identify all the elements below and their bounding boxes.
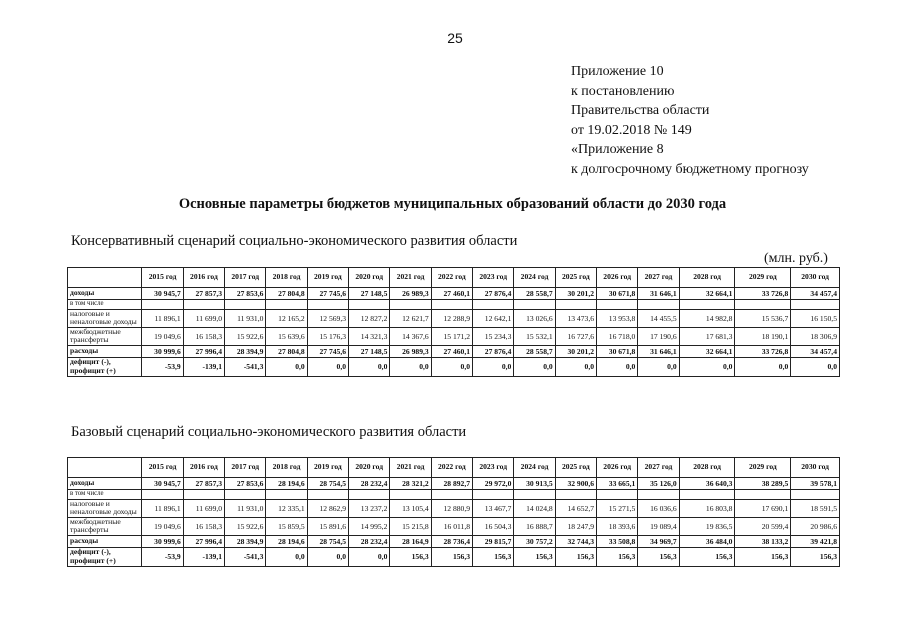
table-cell bbox=[555, 490, 596, 500]
table-cell: 0,0 bbox=[266, 547, 307, 566]
table-cell: 16 158,3 bbox=[183, 327, 224, 345]
table-cell bbox=[597, 300, 638, 310]
column-header: 2027 год bbox=[638, 268, 679, 288]
table-cell: 28 194,6 bbox=[266, 535, 307, 547]
table-cell bbox=[514, 300, 555, 310]
table-cell: 14 024,8 bbox=[514, 499, 555, 517]
table-cell: 13 953,8 bbox=[597, 309, 638, 327]
table-cell: 35 126,0 bbox=[638, 478, 679, 490]
table-cell bbox=[225, 490, 266, 500]
table-cell: 0,0 bbox=[638, 357, 679, 376]
row-label: налоговые и неналоговые доходы bbox=[68, 499, 142, 517]
table-cell bbox=[679, 300, 735, 310]
table-cell: 16 718,0 bbox=[597, 327, 638, 345]
table-cell: 0,0 bbox=[555, 357, 596, 376]
table-cell: 11 896,1 bbox=[142, 309, 183, 327]
table-cell: 156,3 bbox=[555, 547, 596, 566]
table-cell: 15 171,2 bbox=[431, 327, 472, 345]
header-corner bbox=[68, 268, 142, 288]
table-row bbox=[68, 345, 840, 357]
column-header: 2018 год bbox=[266, 458, 307, 478]
table-cell bbox=[735, 490, 791, 500]
column-header: 2021 год bbox=[390, 458, 431, 478]
column-header: 2029 год bbox=[735, 268, 791, 288]
table-cell: 13 473,6 bbox=[555, 309, 596, 327]
table-cell: 11 931,0 bbox=[225, 499, 266, 517]
table-cell: 0,0 bbox=[266, 357, 307, 376]
column-header: 2028 год bbox=[679, 268, 735, 288]
table-cell: 38 289,5 bbox=[735, 478, 791, 490]
table-cell: 27 148,5 bbox=[349, 345, 390, 357]
row-label: дефицит (-), профицит (+) bbox=[68, 357, 142, 376]
table-cell: 36 640,3 bbox=[679, 478, 735, 490]
table-cell: 16 803,8 bbox=[679, 499, 735, 517]
column-header: 2023 год bbox=[473, 268, 514, 288]
table-cell: 15 922,6 bbox=[225, 327, 266, 345]
table-cell: 26 989,3 bbox=[390, 345, 431, 357]
table-cell bbox=[349, 490, 390, 500]
table-cell: 16 036,6 bbox=[638, 499, 679, 517]
table-cell bbox=[142, 300, 183, 310]
table-cell: 29 815,7 bbox=[473, 535, 514, 547]
table-cell bbox=[597, 490, 638, 500]
table-cell: 19 836,5 bbox=[679, 517, 735, 535]
table-cell: -53,9 bbox=[142, 357, 183, 376]
table-cell: 31 646,1 bbox=[638, 345, 679, 357]
table-cell: 27 148,5 bbox=[349, 288, 390, 300]
table-cell: 27 745,6 bbox=[307, 345, 348, 357]
row-label: в том числе bbox=[68, 300, 142, 310]
conservative-table bbox=[67, 267, 840, 377]
table-cell: 15 215,8 bbox=[390, 517, 431, 535]
table-cell: 28 892,7 bbox=[431, 478, 472, 490]
column-header: 2020 год bbox=[349, 458, 390, 478]
table-cell: 0,0 bbox=[431, 357, 472, 376]
table-cell: 14 455,5 bbox=[638, 309, 679, 327]
table-cell: 14 367,6 bbox=[390, 327, 431, 345]
column-header: 2015 год bbox=[142, 268, 183, 288]
column-header: 2019 год bbox=[307, 268, 348, 288]
table-cell: 18 306,9 bbox=[791, 327, 840, 345]
table-cell: 33 726,8 bbox=[735, 288, 791, 300]
appendix-line: «Приложение 8 bbox=[571, 142, 664, 157]
table-cell: 14 321,3 bbox=[349, 327, 390, 345]
table-cell: 0,0 bbox=[307, 547, 348, 566]
column-header: 2024 год bbox=[514, 268, 555, 288]
table-cell: 14 652,7 bbox=[555, 499, 596, 517]
table-cell: 15 639,6 bbox=[266, 327, 307, 345]
table-cell bbox=[431, 300, 472, 310]
table-cell bbox=[473, 300, 514, 310]
row-label: расходы bbox=[68, 345, 142, 357]
table-cell: 156,3 bbox=[735, 547, 791, 566]
table-cell bbox=[514, 490, 555, 500]
table-cell bbox=[307, 300, 348, 310]
table-cell: 28 754,5 bbox=[307, 535, 348, 547]
base-scenario-heading: Базовый сценарий социально-экономического развития области bbox=[71, 424, 467, 440]
row-label: доходы bbox=[68, 478, 142, 490]
base-table bbox=[67, 457, 840, 567]
table-cell: 156,3 bbox=[473, 547, 514, 566]
table-cell bbox=[638, 490, 679, 500]
table-cell: 156,3 bbox=[791, 547, 840, 566]
row-label: дефицит (-), профицит (+) bbox=[68, 547, 142, 566]
table-cell: 15 234,3 bbox=[473, 327, 514, 345]
appendix-line: Правительства области bbox=[571, 103, 710, 118]
table-cell: 27 876,4 bbox=[473, 288, 514, 300]
page-number: 25 bbox=[447, 30, 463, 46]
table-cell: 16 011,8 bbox=[431, 517, 472, 535]
table-cell: 27 876,4 bbox=[473, 345, 514, 357]
row-label: доходы bbox=[68, 288, 142, 300]
table-cell: 0,0 bbox=[307, 357, 348, 376]
table-cell: -53,9 bbox=[142, 547, 183, 566]
column-header: 2021 год bbox=[390, 268, 431, 288]
table-cell bbox=[791, 490, 840, 500]
table-cell: 15 176,3 bbox=[307, 327, 348, 345]
table-cell: 18 190,1 bbox=[735, 327, 791, 345]
table-cell: 15 922,6 bbox=[225, 517, 266, 535]
table-cell: 12 288,9 bbox=[431, 309, 472, 327]
table-cell: 12 880,9 bbox=[431, 499, 472, 517]
table-cell: 19 049,6 bbox=[142, 327, 183, 345]
appendix-block bbox=[571, 62, 809, 179]
table-cell: 30 913,5 bbox=[514, 478, 555, 490]
table-cell: 0,0 bbox=[597, 357, 638, 376]
column-header: 2023 год bbox=[473, 458, 514, 478]
table-cell: 156,3 bbox=[597, 547, 638, 566]
table-cell: 15 271,5 bbox=[597, 499, 638, 517]
table-cell: 27 996,4 bbox=[183, 535, 224, 547]
table-cell: 0,0 bbox=[390, 357, 431, 376]
table-cell: 14 995,2 bbox=[349, 517, 390, 535]
table-cell: 0,0 bbox=[791, 357, 840, 376]
column-header: 2016 год bbox=[183, 268, 224, 288]
table-row bbox=[68, 478, 840, 490]
column-header: 2017 год bbox=[225, 458, 266, 478]
column-header: 2016 год bbox=[183, 458, 224, 478]
column-header: 2022 год bbox=[431, 268, 472, 288]
appendix-line: к долгосрочному бюджетному прогнозу bbox=[571, 161, 809, 177]
table-cell: 15 859,5 bbox=[266, 517, 307, 535]
table-cell: 16 150,5 bbox=[791, 309, 840, 327]
table-cell: 26 989,3 bbox=[390, 288, 431, 300]
table-cell: 32 900,6 bbox=[555, 478, 596, 490]
row-label: в том числе bbox=[68, 490, 142, 500]
table-cell bbox=[142, 490, 183, 500]
table-cell: 32 664,1 bbox=[679, 345, 735, 357]
table-cell: 27 996,4 bbox=[183, 345, 224, 357]
column-header: 2020 год bbox=[349, 268, 390, 288]
header-corner bbox=[68, 458, 142, 478]
table-cell: 39 578,1 bbox=[791, 478, 840, 490]
table-cell: 28 558,7 bbox=[514, 345, 555, 357]
table-cell: 39 421,8 bbox=[791, 535, 840, 547]
table-cell: 16 504,3 bbox=[473, 517, 514, 535]
table-cell: 16 727,6 bbox=[555, 327, 596, 345]
table-cell: 11 699,0 bbox=[183, 499, 224, 517]
table-cell bbox=[225, 300, 266, 310]
column-header: 2029 год bbox=[735, 458, 791, 478]
table-cell: 30 999,6 bbox=[142, 345, 183, 357]
table-cell: 0,0 bbox=[679, 357, 735, 376]
table-cell: 32 664,1 bbox=[679, 288, 735, 300]
table-cell: 30 945,7 bbox=[142, 288, 183, 300]
table-cell: 38 133,2 bbox=[735, 535, 791, 547]
header-row bbox=[68, 268, 840, 288]
table-cell: 15 536,7 bbox=[735, 309, 791, 327]
table-cell: 27 460,1 bbox=[431, 288, 472, 300]
table-cell bbox=[307, 490, 348, 500]
table-cell: 30 945,7 bbox=[142, 478, 183, 490]
table-cell: 12 642,1 bbox=[473, 309, 514, 327]
table-cell: 34 457,4 bbox=[791, 288, 840, 300]
table-cell: 11 896,1 bbox=[142, 499, 183, 517]
table-cell: 156,3 bbox=[514, 547, 555, 566]
table-cell: 30 757,2 bbox=[514, 535, 555, 547]
table-row bbox=[68, 300, 840, 310]
table-cell: 34 457,4 bbox=[791, 345, 840, 357]
table-cell: 12 569,3 bbox=[307, 309, 348, 327]
table-cell: 14 982,8 bbox=[679, 309, 735, 327]
table-cell: 156,3 bbox=[431, 547, 472, 566]
table-cell: 18 591,5 bbox=[791, 499, 840, 517]
table-cell bbox=[183, 490, 224, 500]
table-cell: 11 931,0 bbox=[225, 309, 266, 327]
column-header: 2015 год bbox=[142, 458, 183, 478]
table-cell: 27 745,6 bbox=[307, 288, 348, 300]
table-cell: 27 853,6 bbox=[225, 288, 266, 300]
table-cell: 12 335,1 bbox=[266, 499, 307, 517]
table-cell bbox=[735, 300, 791, 310]
column-header: 2027 год bbox=[638, 458, 679, 478]
appendix-line: Приложение 10 bbox=[571, 64, 664, 79]
row-label: налоговые и неналоговые доходы bbox=[68, 309, 142, 327]
table-cell: 28 394,9 bbox=[225, 535, 266, 547]
table-cell: 19 049,6 bbox=[142, 517, 183, 535]
table-cell: 27 804,8 bbox=[266, 345, 307, 357]
row-label: межбюджетные трансферты bbox=[68, 327, 142, 345]
table-cell: 12 827,2 bbox=[349, 309, 390, 327]
table-cell: 30 671,8 bbox=[597, 288, 638, 300]
table-cell: 19 089,4 bbox=[638, 517, 679, 535]
column-header: 2030 год bbox=[791, 458, 840, 478]
table-cell bbox=[679, 490, 735, 500]
table-cell: 28 558,7 bbox=[514, 288, 555, 300]
table-cell: 0,0 bbox=[473, 357, 514, 376]
column-header: 2024 год bbox=[514, 458, 555, 478]
table-cell: 33 726,8 bbox=[735, 345, 791, 357]
column-header: 2026 год bbox=[597, 268, 638, 288]
table-cell: 20 986,6 bbox=[791, 517, 840, 535]
table-cell: 28 321,2 bbox=[390, 478, 431, 490]
table-cell: 28 754,5 bbox=[307, 478, 348, 490]
table-row bbox=[68, 490, 840, 500]
table-cell: 16 888,7 bbox=[514, 517, 555, 535]
table-cell bbox=[266, 300, 307, 310]
table-cell: 156,3 bbox=[679, 547, 735, 566]
table-cell bbox=[791, 300, 840, 310]
table-cell: 30 201,2 bbox=[555, 288, 596, 300]
table-cell: 12 621,7 bbox=[390, 309, 431, 327]
table-cell: 18 247,9 bbox=[555, 517, 596, 535]
document-title: Основные параметры бюджетов муниципальных образований области до 2030 года bbox=[178, 196, 727, 212]
column-header: 2025 год bbox=[555, 458, 596, 478]
table-cell: 30 671,8 bbox=[597, 345, 638, 357]
table-row bbox=[68, 547, 840, 566]
appendix-line: к постановлению bbox=[571, 83, 675, 99]
column-header: 2028 год bbox=[679, 458, 735, 478]
table-cell: -139,1 bbox=[183, 547, 224, 566]
table-cell: 31 646,1 bbox=[638, 288, 679, 300]
table-row bbox=[68, 357, 840, 376]
table-cell: 0,0 bbox=[514, 357, 555, 376]
table-cell: 18 393,6 bbox=[597, 517, 638, 535]
table-cell: 33 508,8 bbox=[597, 535, 638, 547]
table-row bbox=[68, 309, 840, 327]
table-cell: 17 681,3 bbox=[679, 327, 735, 345]
table-cell: 0,0 bbox=[735, 357, 791, 376]
header-row bbox=[68, 458, 840, 478]
column-header: 2019 год bbox=[307, 458, 348, 478]
table-cell: 27 857,3 bbox=[183, 478, 224, 490]
table-cell: 28 232,4 bbox=[349, 478, 390, 490]
table-cell: -541,3 bbox=[225, 547, 266, 566]
column-header: 2018 год bbox=[266, 268, 307, 288]
table-cell: 34 969,7 bbox=[638, 535, 679, 547]
table-row bbox=[68, 499, 840, 517]
table-cell: 28 194,6 bbox=[266, 478, 307, 490]
table-cell bbox=[473, 490, 514, 500]
conservative-scenario-heading: Консервативный сценарий социально-экономического развития области bbox=[71, 233, 518, 249]
table-cell: 12 165,2 bbox=[266, 309, 307, 327]
table-cell: 27 804,8 bbox=[266, 288, 307, 300]
table-cell: 32 744,3 bbox=[555, 535, 596, 547]
table-cell bbox=[266, 490, 307, 500]
table-cell: 28 394,9 bbox=[225, 345, 266, 357]
table-cell: 156,3 bbox=[390, 547, 431, 566]
table-cell bbox=[390, 490, 431, 500]
table-cell: 15 891,6 bbox=[307, 517, 348, 535]
column-header: 2025 год bbox=[555, 268, 596, 288]
table-cell: 16 158,3 bbox=[183, 517, 224, 535]
table-row bbox=[68, 327, 840, 345]
table-cell: 15 532,1 bbox=[514, 327, 555, 345]
column-header: 2026 год bbox=[597, 458, 638, 478]
column-header: 2022 год bbox=[431, 458, 472, 478]
table-cell bbox=[555, 300, 596, 310]
row-label: межбюджетные трансферты bbox=[68, 517, 142, 535]
table-cell: 28 164,9 bbox=[390, 535, 431, 547]
table-cell: 13 105,4 bbox=[390, 499, 431, 517]
table-cell: 13 237,2 bbox=[349, 499, 390, 517]
table-cell: 0,0 bbox=[349, 547, 390, 566]
row-label: расходы bbox=[68, 535, 142, 547]
table-cell: 0,0 bbox=[349, 357, 390, 376]
table-cell: 30 999,6 bbox=[142, 535, 183, 547]
table-cell: 36 484,0 bbox=[679, 535, 735, 547]
table-cell: 12 862,9 bbox=[307, 499, 348, 517]
unit-label: (млн. руб.) bbox=[764, 251, 828, 266]
table-cell: 29 972,0 bbox=[473, 478, 514, 490]
table-cell bbox=[349, 300, 390, 310]
appendix-line: от 19.02.2018 № 149 bbox=[571, 122, 692, 138]
table-cell: 17 690,1 bbox=[735, 499, 791, 517]
table-row bbox=[68, 535, 840, 547]
table-cell: 156,3 bbox=[638, 547, 679, 566]
table-cell: 13 467,7 bbox=[473, 499, 514, 517]
table-cell: -139,1 bbox=[183, 357, 224, 376]
table-cell: 28 232,4 bbox=[349, 535, 390, 547]
table-cell bbox=[638, 300, 679, 310]
table-cell bbox=[183, 300, 224, 310]
table-cell: 13 026,6 bbox=[514, 309, 555, 327]
table-cell: 20 599,4 bbox=[735, 517, 791, 535]
table-cell: -541,3 bbox=[225, 357, 266, 376]
table-cell: 30 201,2 bbox=[555, 345, 596, 357]
table-cell bbox=[431, 490, 472, 500]
table-cell: 27 460,1 bbox=[431, 345, 472, 357]
table-cell: 27 857,3 bbox=[183, 288, 224, 300]
table-cell: 27 853,6 bbox=[225, 478, 266, 490]
table-cell: 33 665,1 bbox=[597, 478, 638, 490]
column-header: 2030 год bbox=[791, 268, 840, 288]
table-cell bbox=[390, 300, 431, 310]
table-row bbox=[68, 288, 840, 300]
table-cell: 28 736,4 bbox=[431, 535, 472, 547]
table-cell: 17 190,6 bbox=[638, 327, 679, 345]
table-row bbox=[68, 517, 840, 535]
column-header: 2017 год bbox=[225, 268, 266, 288]
table-cell: 11 699,0 bbox=[183, 309, 224, 327]
